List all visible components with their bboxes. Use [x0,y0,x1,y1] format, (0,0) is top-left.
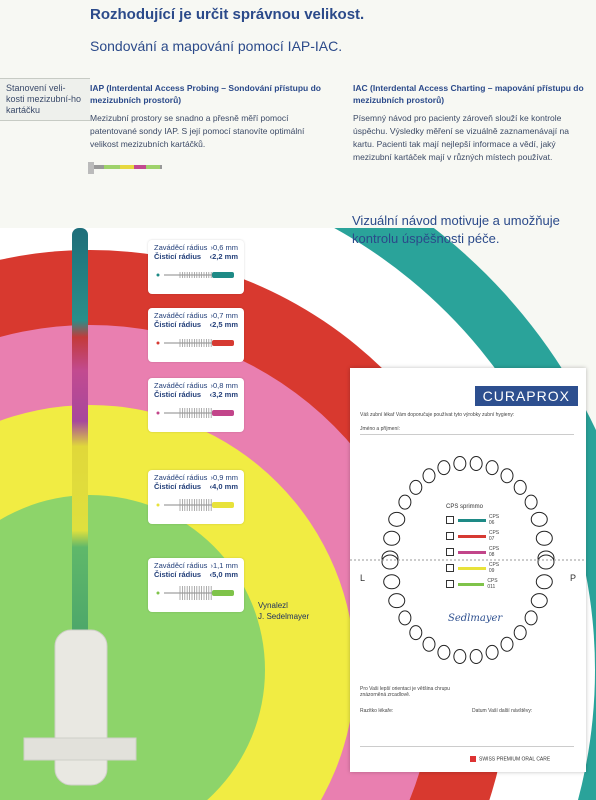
swiss-flag-icon [470,756,476,762]
chart-intro: Váš zubní lékař Vám doporučuje používat tyto výrobky zubní hygieny: [360,412,515,418]
cleaning-radius-label: Čisticí rádius [154,390,202,399]
insert-radius-label: Zaváděcí rádius [154,311,208,320]
legend-checkbox[interactable] [446,532,454,540]
iac-chart-card [350,368,586,772]
insert-radius-value: ›1,1 mm [210,561,238,570]
chart-footer: SWISS PREMIUM ORAL CARE [479,756,551,763]
legend-checkbox[interactable] [446,564,454,572]
iap-text: Mezizubní prostory se snadno a přesně měří pomocí patentované sondy IAP. S její pomocí stanovíte optimální velikost mezizubních kartáčků. [90,113,305,149]
motivation-text: Vizuální návod motivuje a umožňuje kontrolu úspěšnosti péče. [352,213,560,246]
legend-label: CPS 08 [488,546,500,558]
tooth-upper [410,480,422,494]
tooth-lower [486,645,498,659]
legend-item [446,546,506,558]
tooth-lower [454,649,466,663]
signature: Sedlmayer [448,613,503,624]
iap-probe-handle [55,630,107,785]
tooth-upper [438,461,450,475]
right-side-label: P [569,573,576,583]
legend-brush-icon [458,519,486,522]
inventor-line2: J. Sedelmayer [258,612,310,621]
stamp-label: Razítko lékaře: [360,708,394,714]
insert-radius-label: Zaváděcí rádius [154,243,208,252]
insert-radius-label: Zaváděcí rádius [154,561,208,570]
legend-label: CPS 06 [488,514,500,526]
insert-radius-value: ›0,6 mm [210,243,238,252]
cleaning-radius-value: ‹5,0 mm [209,570,238,579]
cleaning-radius-label: Čisticí rádius [154,482,202,491]
iap-probe-crossbar [24,738,136,760]
tooth-lower [389,594,405,608]
legend-item [446,514,506,526]
tooth-upper [454,457,466,471]
tooth-lower [410,626,422,640]
tooth-lower [525,611,537,625]
insert-radius-label: Zaváděcí rádius [154,473,208,482]
cleaning-radius-label: Čisticí rádius [154,570,202,579]
tooth-lower [514,626,526,640]
iac-title: IAC (Interdental Access Charting – mapování přístupu do mezizubních prostorů) [353,83,584,105]
brush-size-card [148,240,244,294]
tooth-lower [470,649,482,663]
cps-legend [446,514,506,594]
legend-checkbox[interactable] [446,548,454,556]
iap-section [90,82,330,151]
tooth-lower [531,594,547,608]
insert-radius-value: ›0,7 mm [210,311,238,320]
next-visit-label: Datum Vaší další návštěvy: [472,708,533,714]
interdental-brush-icon [154,402,238,424]
legend-checkbox[interactable] [446,516,454,524]
insert-radius-value: ›0,8 mm [210,381,238,390]
legend-item [446,562,506,574]
inventor-credit [258,600,309,622]
page-title: Rozhodující je určit správnou velikost. [90,6,365,23]
page-subtitle: Sondování a mapování pomocí IAP-IAC. [90,38,343,54]
cleaning-radius-value: ‹2,5 mm [209,320,238,329]
legend-brush-icon [458,583,485,586]
curaprox-logo: CURAPROX [475,386,578,406]
interdental-brush-icon [154,332,238,354]
legend-brush-icon [458,551,486,554]
tooth-lower [438,645,450,659]
legend-brush-icon [458,535,486,538]
tooth-upper [470,457,482,471]
tooth-upper [399,495,411,509]
legend-label: CPS 09 [488,562,500,574]
tooth-lower [538,555,554,569]
tooth-upper [423,469,435,483]
tooth-upper [384,531,400,545]
brush-size-card [148,558,244,612]
tooth-lower [423,637,435,651]
left-side-label: L [360,573,366,583]
brush-size-card [148,470,244,524]
tooth-upper [486,461,498,475]
tooth-lower [501,637,513,651]
inventor-line1: Vynalezl [258,601,288,610]
tooth-lower [536,575,552,589]
iac-section [353,82,589,164]
legend-checkbox[interactable] [446,580,454,588]
tooth-upper [531,512,547,526]
tooth-upper [525,495,537,509]
brush-size-card [148,378,244,432]
cleaning-radius-label: Čisticí rádius [154,252,202,261]
sidebar-label: Stanovení veli-kosti mezizubní-ho kartáčku [0,78,90,121]
iap-title: IAP (Interdental Access Probing – Sondování přístupu do mezizubních prostorů) [90,83,321,105]
iac-text: Písemný návod pro pacienty zároveň slouží ke kontrole úspěchu. Výsledky měření se vizuálně zaznamenávají na kartu. Pacienti tak mají nejlepší informace a vědí, jaký mezizubní kartáček mají v různých místech používat. [353,113,569,162]
cleaning-radius-value: ‹3,2 mm [209,390,238,399]
cleaning-radius-label: Čisticí rádius [154,320,202,329]
legend-item [446,578,506,590]
chart-note: Pro Vaši lepší orientaci je většina chrupu znázorněná zrcadlově. [360,686,450,698]
tooth-upper [389,512,405,526]
chart-name-label: Jméno a příjmení: [360,426,401,432]
tooth-upper [514,480,526,494]
interdental-brush-icon [154,494,238,516]
tooth-lower [399,611,411,625]
legend-label: CPS 011 [487,578,498,590]
tooth-lower [382,555,398,569]
brush-size-card [148,308,244,362]
legend-item [446,530,506,542]
legend-label: CPS 07 [488,530,500,542]
insert-radius-value: ›0,9 mm [210,473,238,482]
tooth-upper [536,531,552,545]
legend-title: CPS sprimmo [446,504,484,510]
cleaning-radius-value: ‹4,0 mm [209,482,238,491]
tooth-upper [501,469,513,483]
interdental-brush-icon [154,582,238,604]
iap-probe-shaft [72,228,88,648]
cleaning-radius-value: ‹2,2 mm [209,252,238,261]
tooth-lower [384,575,400,589]
legend-brush-icon [458,567,486,570]
interdental-brush-icon [154,264,238,286]
insert-radius-label: Zaváděcí rádius [154,381,208,390]
